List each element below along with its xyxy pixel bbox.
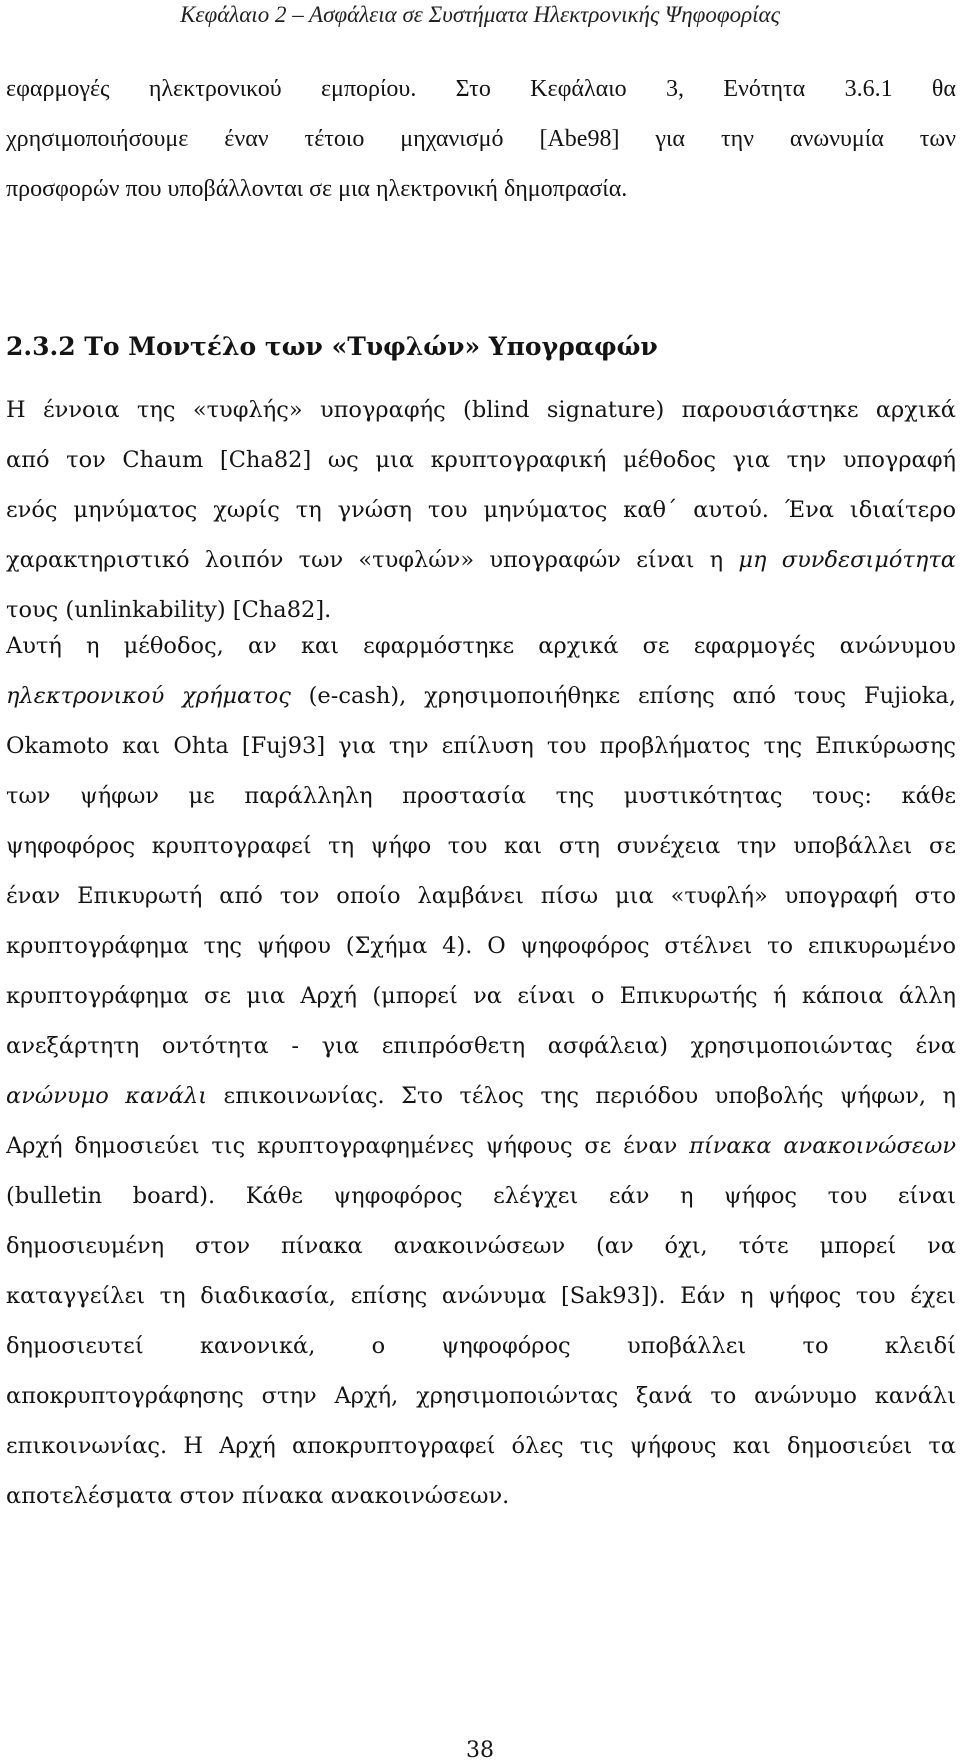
page-number: 38 xyxy=(466,1738,494,1763)
text-segment: χρησιμοποιήσουμε έναν τέτοιο μηχανισμό [Abe98] για την ανωνυμία των xyxy=(6,126,956,152)
running-header: Κεφάλαιο 2 – Ασφάλεια σε Συστήματα Ηλεκτρονικής Ψηφοφορίας xyxy=(180,2,780,27)
text-segment: δημοσιευμένη στον πίνακα ανακοινώσεων (αν όχι, τότε μπορεί να xyxy=(6,1233,956,1259)
text-segment: Okamoto και Ohta [Fuj93] για την επίλυση του προβλήματος της Επικύρωσης xyxy=(6,733,956,759)
text-segment: κρυπτογράφημα της ψήφου (Σχήμα 4). Ο ψηφοφόρος στέλνει το επικυρωμένο xyxy=(6,933,956,959)
text-segment: εφαρμογές ηλεκτρονικού εμπορίου. Στο Κεφάλαιο 3, Ενότητα 3.6.1 θα xyxy=(6,76,956,102)
text-line xyxy=(6,1321,956,1371)
text-line xyxy=(6,671,956,721)
text-line xyxy=(6,114,956,164)
emphasized-term: μη συνδεσιμότητα xyxy=(738,547,956,573)
text-line xyxy=(6,721,956,771)
text-segment: αποτελέσματα στον πίνακα ανακοινώσεων. xyxy=(6,1483,510,1509)
text-line xyxy=(6,435,956,485)
paragraph-blind-signature-definition xyxy=(6,385,956,635)
text-segment: (bulletin board). Κάθε ψηφοφόρος ελέγχει εάν η ψήφος του είναι xyxy=(6,1183,956,1209)
text-segment: προσφορών που υποβάλλονται σε μια ηλεκτρονική δημοπρασία. xyxy=(6,176,628,202)
text-line xyxy=(6,1071,956,1121)
text-segment: ενός μηνύματος χωρίς τη γνώση του μηνύματος καθ΄ αυτού. Ένα ιδιαίτερο xyxy=(6,497,956,523)
text-segment: Η έννοια της «τυφλής» υπογραφής (blind signature) παρουσιάστηκε αρχικά xyxy=(6,397,956,423)
text-line xyxy=(6,1471,956,1521)
text-segment: έναν Επικυρωτή από τον οποίο λαμβάνει πίσω μια «τυφλή» υπογραφή στο xyxy=(6,883,956,909)
text-line xyxy=(6,1221,956,1271)
text-line xyxy=(6,1271,956,1321)
text-segment: (e-cash), χρησιμοποιήθηκε επίσης από τους Fujioka, xyxy=(290,683,956,709)
text-segment: αποκρυπτογράφησης στην Αρχή, χρησιμοποιώντας ξανά το ανώνυμο κανάλι xyxy=(6,1383,956,1409)
text-line xyxy=(6,621,956,671)
text-segment: κρυπτογράφημα σε μια Αρχή (μπορεί να είναι ο Επικυρωτής ή κάποια άλλη xyxy=(6,983,956,1009)
text-segment: καταγγείλει τη διαδικασία, επίσης ανώνυμα [Sak93]). Εάν η ψήφος του έχει xyxy=(6,1283,956,1309)
text-segment: επικοινωνίας. Στο τέλος της περιόδου υποβολής ψήφων, η xyxy=(207,1083,956,1109)
text-line xyxy=(6,771,956,821)
emphasized-term: ανώνυμο κανάλι xyxy=(6,1083,208,1109)
section-heading: 2.3.2 Το Μοντέλο των «Τυφλών» Υπογραφών xyxy=(6,332,658,361)
text-line xyxy=(6,1021,956,1071)
emphasized-term: πίνακα ανακοινώσεων xyxy=(689,1133,956,1159)
text-line xyxy=(6,535,956,585)
text-segment: Αυτή η μέθοδος, αν και εφαρμόστηκε αρχικά σε εφαρμογές ανώνυμου xyxy=(6,633,956,659)
text-segment: από τον Chaum [Cha82] ως μια κρυπτογραφική μέθοδος για την υπογραφή xyxy=(6,447,956,473)
text-segment: ανεξάρτητη οντότητα - για επιπρόσθετη ασφάλεια) χρησιμοποιώντας ένα xyxy=(6,1033,956,1059)
text-line xyxy=(6,871,956,921)
text-line xyxy=(6,485,956,535)
text-segment: τους (unlinkability) [Cha82]. xyxy=(6,597,332,623)
text-segment: χαρακτηριστικό λοιπόν των «τυφλών» υπογραφών είναι η xyxy=(6,547,739,573)
text-line xyxy=(6,971,956,1021)
text-line xyxy=(6,1421,956,1471)
text-segment: επικοινωνίας. Η Αρχή αποκρυπτογραφεί όλες τις ψήφους και δημοσιεύει τα xyxy=(6,1433,956,1459)
text-segment: Αρχή δημοσιεύει τις κρυπτογραφημένες ψήφους σε έναν xyxy=(6,1133,690,1159)
text-segment: των ψήφων με παράλληλη προστασία της μυστικότητας τους: κάθε xyxy=(6,783,956,809)
text-line xyxy=(6,1371,956,1421)
text-line xyxy=(6,64,956,114)
intro-paragraph xyxy=(6,64,956,214)
text-line xyxy=(6,1171,956,1221)
text-segment: δημοσιευτεί κανονικά, ο ψηφοφόρος υποβάλλει το κλειδί xyxy=(6,1333,956,1359)
text-line xyxy=(6,921,956,971)
text-line xyxy=(6,385,956,435)
text-line xyxy=(6,821,956,871)
text-line xyxy=(6,164,956,214)
paragraph-fujioka-okamoto-ohta xyxy=(6,621,956,1521)
emphasized-term: ηλεκτρονικού χρήματος xyxy=(6,683,291,709)
text-line xyxy=(6,1121,956,1171)
text-segment: ψηφοφόρος κρυπτογραφεί τη ψήφο του και στη συνέχεια την υποβάλλει σε xyxy=(6,833,956,859)
